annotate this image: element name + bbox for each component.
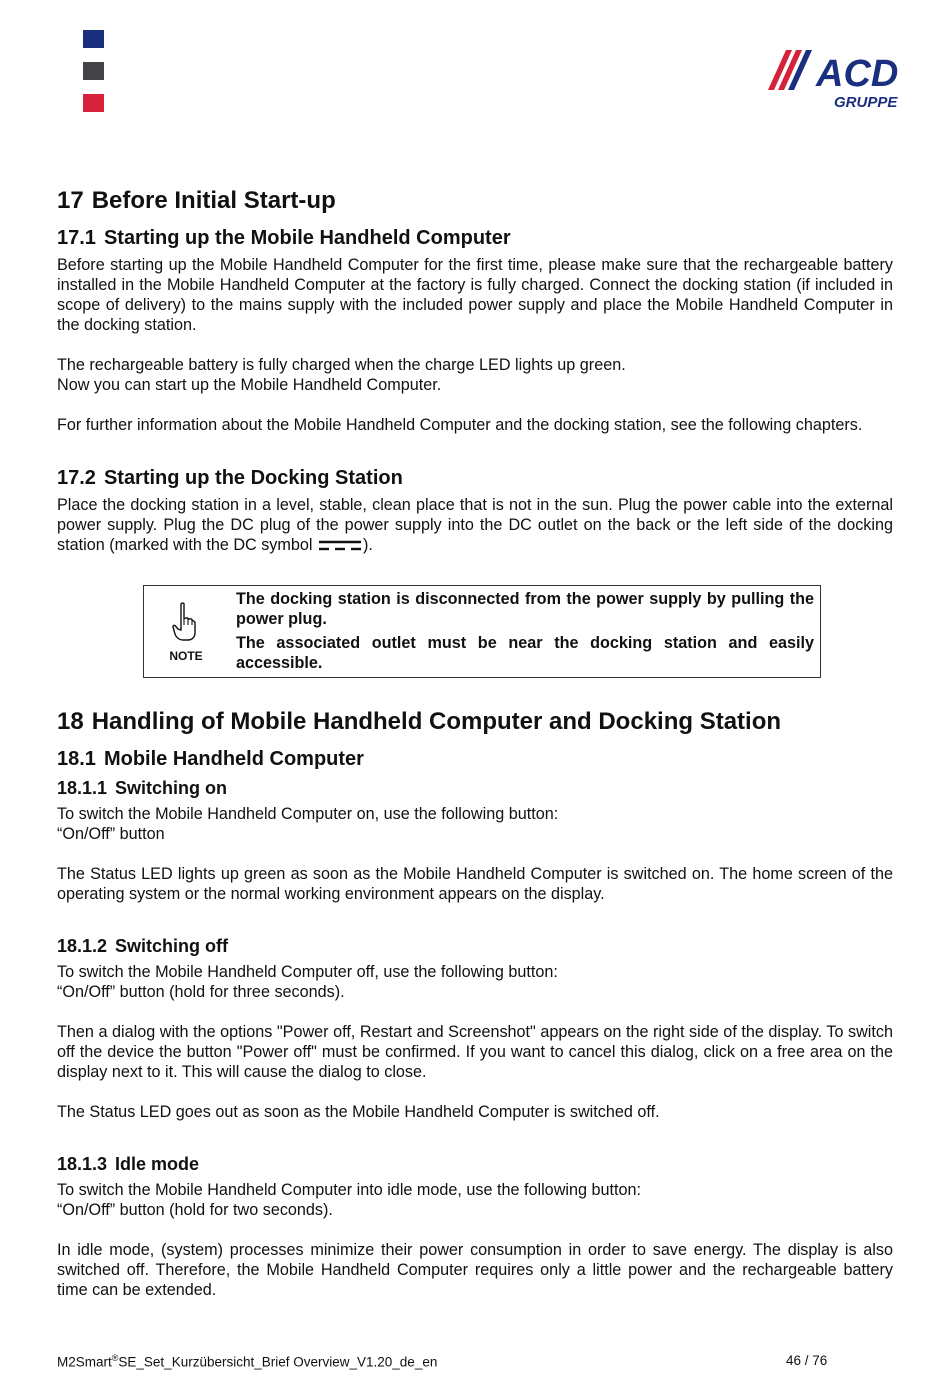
- note-paragraph: The docking station is disconnected from the power supply by pulling the power plug.: [236, 590, 814, 628]
- note-icon-area: [144, 586, 228, 677]
- dc-symbol-icon: [317, 538, 363, 552]
- heading-number: 17.2: [57, 467, 96, 489]
- paragraph: Before starting up the Mobile Handheld Computer for the first time, please make sure that the rechargeable battery installed in the Mobile Handheld Computer at the factory is fully charged. Connect the docking station (if included in scope of delivery) to the mains supply with the included power supply and place the Mobile Handheld Computer in the docking station.: [57, 256, 893, 334]
- heading-title: Starting up the Docking Station: [103, 467, 403, 489]
- pointing-hand-icon: [172, 602, 196, 642]
- heading-title: Mobile Handheld Computer: [103, 748, 364, 770]
- paragraph: The Status LED lights up green as soon as the Mobile Handheld Computer is switched on. The home screen of the operating system or the normal working environment appears on the display.: [57, 865, 893, 903]
- heading-18: [57, 706, 893, 738]
- paragraph: Now you can start up the Mobile Handheld Computer.: [57, 376, 442, 394]
- heading-number: 18: [57, 708, 84, 735]
- footer-page-number: 46 / 76: [786, 1353, 828, 1368]
- document-body: [57, 185, 893, 1300]
- heading-number: 18.1.1: [57, 778, 108, 798]
- paragraph-text: ).: [363, 536, 373, 554]
- heading-17-2: [57, 465, 893, 491]
- paragraph: “On/Off” button (hold for three seconds).: [57, 983, 345, 1001]
- paragraph: In idle mode, (system) processes minimize their power consumption in order to save energy. The display is also switched off. Therefore, the Mobile Handheld Computer requires only a little power and the rechargeable battery time can be extended.: [57, 1241, 893, 1299]
- logo-text-acd: ACD: [816, 53, 899, 95]
- heading-title: Handling of Mobile Handheld Computer and Docking Station: [91, 708, 782, 735]
- paragraph: Then a dialog with the options "Power off, Restart and Screenshot" appears on the right side of the display. To switch off the device the button "Power off" must be confirmed. If you want to cancel this dialog, click on a free area on the display next to it. This will cause the dialog to close.: [57, 1023, 893, 1081]
- heading-title: Starting up the Mobile Handheld Computer: [103, 227, 511, 249]
- heading-title: Idle mode: [115, 1154, 200, 1174]
- acd-gruppe-logo: [768, 46, 920, 112]
- heading-17-1: [57, 225, 893, 251]
- paragraph: “On/Off” button: [57, 825, 165, 843]
- paragraph: “On/Off” button (hold for two seconds).: [57, 1201, 333, 1219]
- heading-18-1-1: [57, 776, 893, 800]
- heading-18-1-2: [57, 934, 893, 958]
- footer-doc-prefix: M2Smart: [57, 1354, 112, 1370]
- heading-number: 18.1.3: [57, 1154, 108, 1174]
- note-paragraph: The associated outlet must be near the docking station and easily accessible.: [236, 634, 814, 672]
- heading-18-1: [57, 746, 893, 772]
- heading-number: 18.1: [57, 748, 96, 770]
- heading-title: Before Initial Start-up: [91, 187, 336, 214]
- heading-number: 17: [57, 187, 84, 214]
- note-text: [236, 586, 820, 677]
- brand-square-blue: [83, 30, 104, 48]
- heading-18-1-3: [57, 1152, 893, 1176]
- paragraph: The Status LED goes out as soon as the Mobile Handheld Computer is switched off.: [57, 1103, 660, 1121]
- heading-number: 18.1.2: [57, 936, 108, 956]
- paragraph: To switch the Mobile Handheld Computer into idle mode, use the following button:: [57, 1181, 641, 1199]
- footer-document-name: [57, 1353, 437, 1370]
- heading-title: Switching on: [115, 778, 228, 798]
- paragraph-text: Place the docking station in a level, stable, clean place that is not in the sun. Plug the power cable into the external power supply. Plug the DC plug of the power supply into the DC outlet on the back or the left side of the docking station (marked with the DC symbol: [57, 496, 893, 554]
- brand-square-red: [83, 94, 104, 112]
- heading-number: 17.1: [57, 227, 96, 249]
- logo-text-gruppe: GRUPPE: [834, 94, 898, 111]
- paragraph: To switch the Mobile Handheld Computer on, use the following button:: [57, 805, 559, 823]
- heading-17: [57, 185, 893, 217]
- paragraph: To switch the Mobile Handheld Computer off, use the following button:: [57, 963, 558, 981]
- registered-mark: ®: [111, 1353, 119, 1363]
- note-label: NOTE: [169, 649, 203, 663]
- heading-title: Switching off: [115, 936, 229, 956]
- paragraph: For further information about the Mobile Handheld Computer and the docking station, see the following chapters.: [57, 416, 863, 434]
- paragraph: The rechargeable battery is fully charged when the charge LED lights up green.: [57, 356, 626, 374]
- brand-square-gray: [83, 62, 104, 80]
- footer-doc-suffix: SE_Set_Kurzübersicht_Brief Overview_V1.20_de_en: [118, 1354, 438, 1370]
- note-box: [143, 585, 821, 678]
- paragraph: [57, 495, 893, 555]
